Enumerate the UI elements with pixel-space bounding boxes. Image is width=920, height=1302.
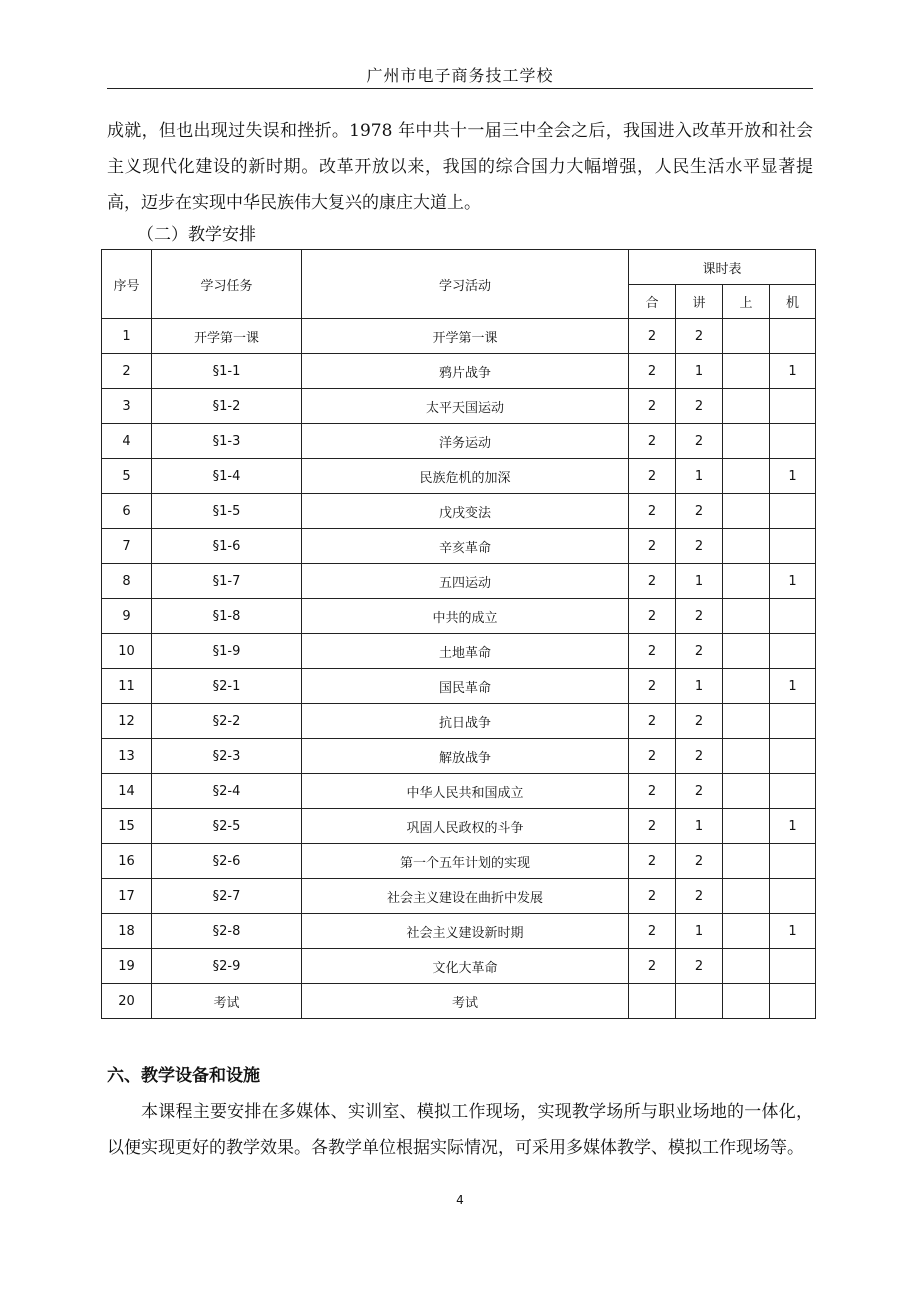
cell-lecture: 2 xyxy=(676,739,723,774)
page-header: 广州市电子商务技工学校 xyxy=(366,66,554,85)
cell-seq: 9 xyxy=(102,599,152,634)
cell-activity: 解放战争 xyxy=(302,739,629,774)
table-row xyxy=(102,739,816,774)
cell-seq: 1 xyxy=(102,319,152,354)
cell-total: 2 xyxy=(629,669,676,704)
cell-task: §2-4 xyxy=(152,774,302,809)
cell-lecture: 2 xyxy=(676,634,723,669)
cell-seq: 11 xyxy=(102,669,152,704)
cell-activity: 鸦片战争 xyxy=(302,354,629,389)
cell-machine: 1 xyxy=(770,459,816,494)
header-lecture: 讲 xyxy=(676,285,723,319)
cell-task: §1-4 xyxy=(152,459,302,494)
cell-seq: 5 xyxy=(102,459,152,494)
cell-activity: 社会主义建设新时期 xyxy=(302,914,629,949)
table-row xyxy=(102,634,816,669)
table-row xyxy=(102,914,816,949)
header-hours: 课时表 xyxy=(629,250,816,285)
cell-task: §2-6 xyxy=(152,844,302,879)
cell-total: 2 xyxy=(629,774,676,809)
table-row xyxy=(102,319,816,354)
cell-practice xyxy=(723,599,770,634)
table-row xyxy=(102,564,816,599)
table-row xyxy=(102,704,816,739)
cell-activity: 国民革命 xyxy=(302,669,629,704)
table-row xyxy=(102,949,816,984)
cell-practice xyxy=(723,494,770,529)
cell-seq: 8 xyxy=(102,564,152,599)
cell-activity: 洋务运动 xyxy=(302,424,629,459)
cell-seq: 20 xyxy=(102,984,152,1019)
cell-practice xyxy=(723,984,770,1019)
cell-practice xyxy=(723,424,770,459)
cell-machine xyxy=(770,984,816,1019)
cell-practice xyxy=(723,529,770,564)
cell-task: §1-2 xyxy=(152,389,302,424)
cell-activity: 考试 xyxy=(302,984,629,1019)
cell-total: 2 xyxy=(629,319,676,354)
table-row xyxy=(102,424,816,459)
cell-practice xyxy=(723,739,770,774)
header-practice: 上 xyxy=(723,285,770,319)
cell-machine: 1 xyxy=(770,669,816,704)
table-row xyxy=(102,459,816,494)
cell-lecture: 2 xyxy=(676,774,723,809)
header-rule xyxy=(107,88,813,89)
cell-machine xyxy=(770,319,816,354)
cell-activity: 中华人民共和国成立 xyxy=(302,774,629,809)
cell-total: 2 xyxy=(629,494,676,529)
cell-total: 2 xyxy=(629,389,676,424)
cell-seq: 4 xyxy=(102,424,152,459)
table-row xyxy=(102,844,816,879)
cell-seq: 7 xyxy=(102,529,152,564)
section6-paragraph: 本课程主要安排在多媒体、实训室、模拟工作现场，实现教学场所与职业场地的一体化，以便实现更好的教学效果。各教学单位根据实际情况，可采用多媒体教学、模拟工作现场等。 xyxy=(107,1102,813,1158)
cell-task: §2-9 xyxy=(152,949,302,984)
cell-task: §1-9 xyxy=(152,634,302,669)
cell-total: 2 xyxy=(629,704,676,739)
cell-task: §2-5 xyxy=(152,809,302,844)
cell-total: 2 xyxy=(629,354,676,389)
cell-task: §1-8 xyxy=(152,599,302,634)
cell-machine xyxy=(770,529,816,564)
cell-total: 2 xyxy=(629,809,676,844)
cell-practice xyxy=(723,809,770,844)
cell-lecture: 2 xyxy=(676,389,723,424)
cell-task: §1-1 xyxy=(152,354,302,389)
cell-seq: 2 xyxy=(102,354,152,389)
cell-machine xyxy=(770,634,816,669)
cell-activity: 开学第一课 xyxy=(302,319,629,354)
table-row xyxy=(102,669,816,704)
cell-lecture: 2 xyxy=(676,704,723,739)
section6-heading: 六、教学设备和设施 xyxy=(107,1066,260,1086)
cell-machine xyxy=(770,844,816,879)
cell-seq: 18 xyxy=(102,914,152,949)
cell-seq: 6 xyxy=(102,494,152,529)
cell-total: 2 xyxy=(629,739,676,774)
schedule-table xyxy=(101,249,816,1019)
header-total: 合 xyxy=(629,285,676,319)
cell-machine xyxy=(770,424,816,459)
cell-practice xyxy=(723,634,770,669)
cell-lecture: 2 xyxy=(676,844,723,879)
header-activity: 学习活动 xyxy=(302,250,629,319)
cell-practice xyxy=(723,459,770,494)
cell-task: §1-5 xyxy=(152,494,302,529)
cell-total: 2 xyxy=(629,914,676,949)
cell-task: §2-2 xyxy=(152,704,302,739)
cell-seq: 12 xyxy=(102,704,152,739)
cell-machine xyxy=(770,704,816,739)
table-row xyxy=(102,354,816,389)
cell-activity: 社会主义建设在曲折中发展 xyxy=(302,879,629,914)
cell-practice xyxy=(723,354,770,389)
header-machine: 机 xyxy=(770,285,816,319)
table-row xyxy=(102,774,816,809)
cell-practice xyxy=(723,774,770,809)
cell-task: 考试 xyxy=(152,984,302,1019)
cell-lecture: 2 xyxy=(676,319,723,354)
cell-lecture: 2 xyxy=(676,424,723,459)
cell-total: 2 xyxy=(629,949,676,984)
cell-practice xyxy=(723,669,770,704)
table-row xyxy=(102,984,816,1019)
cell-practice xyxy=(723,844,770,879)
cell-task: §2-7 xyxy=(152,879,302,914)
cell-lecture: 2 xyxy=(676,949,723,984)
cell-activity: 中共的成立 xyxy=(302,599,629,634)
cell-total: 2 xyxy=(629,634,676,669)
cell-practice xyxy=(723,914,770,949)
table-row xyxy=(102,879,816,914)
cell-lecture: 2 xyxy=(676,879,723,914)
page-number: 4 xyxy=(456,1193,464,1207)
cell-lecture: 2 xyxy=(676,599,723,634)
cell-machine xyxy=(770,879,816,914)
cell-seq: 3 xyxy=(102,389,152,424)
cell-seq: 16 xyxy=(102,844,152,879)
cell-task: §1-7 xyxy=(152,564,302,599)
cell-machine xyxy=(770,739,816,774)
cell-machine: 1 xyxy=(770,564,816,599)
table-row xyxy=(102,599,816,634)
cell-lecture: 1 xyxy=(676,354,723,389)
cell-seq: 13 xyxy=(102,739,152,774)
cell-practice xyxy=(723,879,770,914)
cell-seq: 14 xyxy=(102,774,152,809)
cell-task: §2-3 xyxy=(152,739,302,774)
cell-activity: 文化大革命 xyxy=(302,949,629,984)
cell-machine xyxy=(770,494,816,529)
cell-machine xyxy=(770,949,816,984)
cell-total xyxy=(629,984,676,1019)
cell-lecture: 2 xyxy=(676,494,723,529)
cell-total: 2 xyxy=(629,564,676,599)
cell-task: §1-6 xyxy=(152,529,302,564)
cell-total: 2 xyxy=(629,529,676,564)
cell-practice xyxy=(723,704,770,739)
cell-total: 2 xyxy=(629,599,676,634)
cell-seq: 17 xyxy=(102,879,152,914)
cell-task: §2-8 xyxy=(152,914,302,949)
cell-total: 2 xyxy=(629,844,676,879)
cell-machine: 1 xyxy=(770,809,816,844)
schedule-table-body xyxy=(102,319,816,1019)
teaching-arrangement-heading: （二）教学安排 xyxy=(137,225,256,245)
intro-paragraph: 成就，但也出现过失误和挫折。1978 年中共十一届三中全会之后，我国进入改革开放和社会主义现代化建设的新时期。改革开放以来，我国的综合国力大幅增强，人民生活水平显著提高，迈步在实现中华民族伟大复兴的康庄大道上。 xyxy=(107,121,813,213)
cell-practice xyxy=(723,319,770,354)
table-row xyxy=(102,529,816,564)
cell-machine: 1 xyxy=(770,354,816,389)
cell-activity: 巩固人民政权的斗争 xyxy=(302,809,629,844)
cell-practice xyxy=(723,564,770,599)
cell-machine xyxy=(770,774,816,809)
cell-total: 2 xyxy=(629,879,676,914)
cell-practice xyxy=(723,949,770,984)
cell-activity: 土地革命 xyxy=(302,634,629,669)
cell-practice xyxy=(723,389,770,424)
cell-lecture xyxy=(676,984,723,1019)
cell-lecture: 1 xyxy=(676,669,723,704)
header-seq: 序号 xyxy=(102,250,152,319)
table-row xyxy=(102,809,816,844)
cell-total: 2 xyxy=(629,424,676,459)
cell-lecture: 2 xyxy=(676,529,723,564)
cell-machine: 1 xyxy=(770,914,816,949)
cell-total: 2 xyxy=(629,459,676,494)
cell-activity: 五四运动 xyxy=(302,564,629,599)
cell-activity: 民族危机的加深 xyxy=(302,459,629,494)
cell-activity: 戊戌变法 xyxy=(302,494,629,529)
table-row xyxy=(102,494,816,529)
cell-lecture: 1 xyxy=(676,564,723,599)
cell-task: §2-1 xyxy=(152,669,302,704)
cell-activity: 第一个五年计划的实现 xyxy=(302,844,629,879)
table-row xyxy=(102,389,816,424)
cell-activity: 辛亥革命 xyxy=(302,529,629,564)
cell-seq: 19 xyxy=(102,949,152,984)
cell-seq: 15 xyxy=(102,809,152,844)
cell-machine xyxy=(770,599,816,634)
cell-task: §1-3 xyxy=(152,424,302,459)
cell-activity: 太平天国运动 xyxy=(302,389,629,424)
cell-activity: 抗日战争 xyxy=(302,704,629,739)
cell-seq: 10 xyxy=(102,634,152,669)
cell-lecture: 1 xyxy=(676,809,723,844)
cell-lecture: 1 xyxy=(676,914,723,949)
cell-machine xyxy=(770,389,816,424)
header-task: 学习任务 xyxy=(152,250,302,319)
cell-lecture: 1 xyxy=(676,459,723,494)
cell-task: 开学第一课 xyxy=(152,319,302,354)
